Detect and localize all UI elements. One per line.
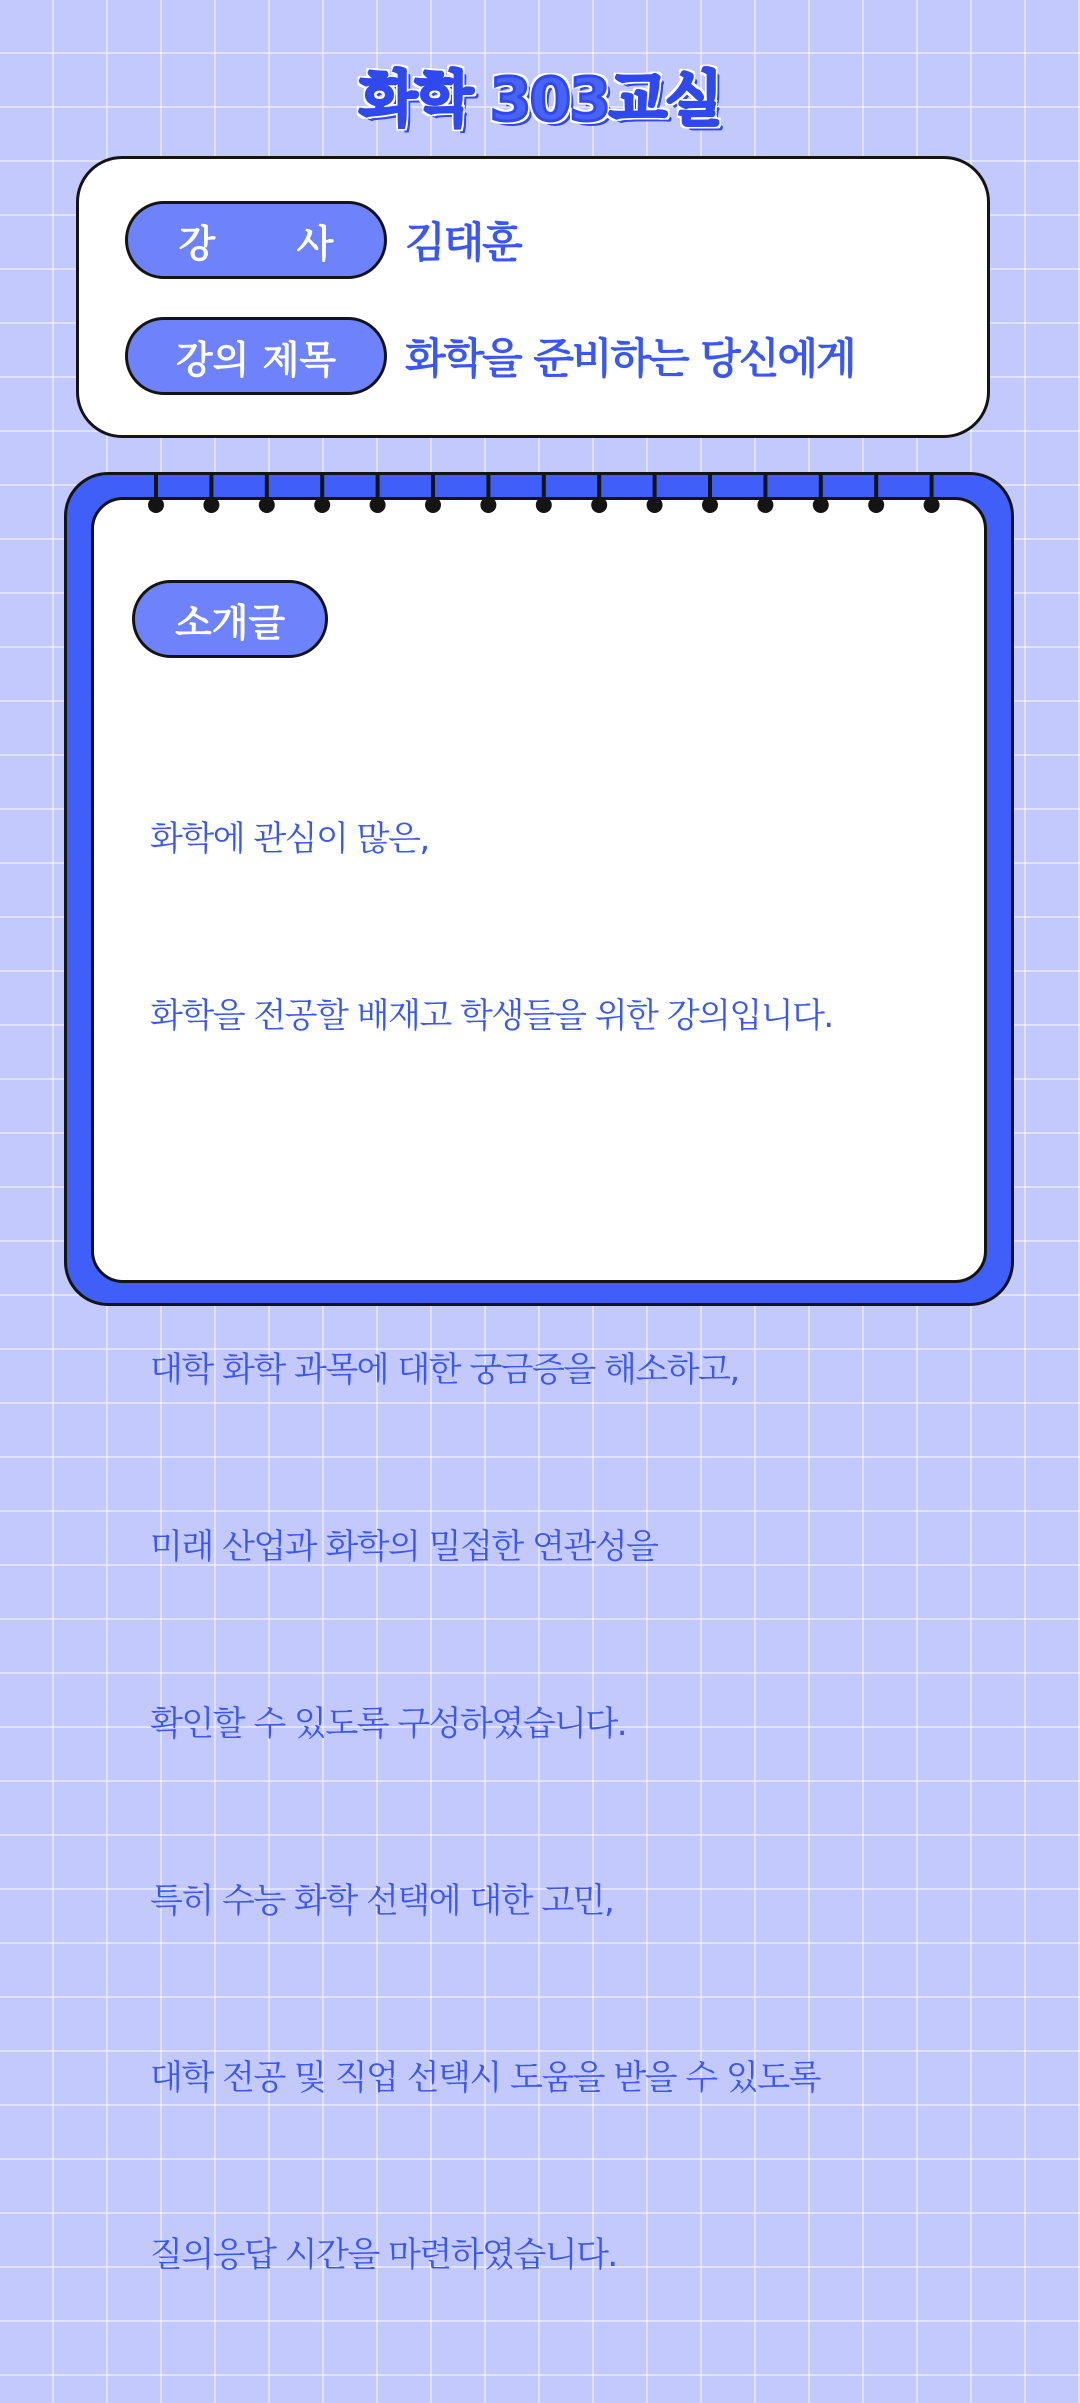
- binding-hole: [425, 497, 441, 513]
- binding-hole: [868, 497, 884, 513]
- binding-hole: [924, 497, 940, 513]
- notepad-frame: [64, 472, 1014, 2275]
- paragraph-gap: [150, 1164, 950, 1223]
- instructor-label: 강 사: [125, 201, 387, 279]
- instructor-row: [125, 201, 521, 279]
- lecture-title-label: 강의 제목: [125, 317, 387, 395]
- binding-hole: [480, 497, 496, 513]
- intro-label: 소개글: [132, 580, 328, 658]
- intro-line: 질의응답 시간을 마련하였습니다.: [150, 2235, 617, 2275]
- info-card: [76, 156, 990, 438]
- notepad-page: [91, 497, 987, 2275]
- instructor-name: 김태훈: [405, 218, 521, 267]
- binding-hole: [702, 497, 718, 513]
- binding-hole: [148, 497, 164, 513]
- page-title: 화학 303교실: [359, 65, 721, 135]
- spiral-binding: [94, 474, 990, 544]
- binding-hole: [314, 497, 330, 513]
- binding-hole: [259, 497, 275, 513]
- intro-line: 미래 산업과 화학의 밀접한 연관성을: [150, 1527, 658, 1567]
- binding-hole: [591, 497, 607, 513]
- lecture-title-value: 화학을 준비하는 당신에게: [405, 334, 855, 383]
- intro-line: 확인할 수 있도록 구성하였습니다.: [150, 1704, 627, 1744]
- intro-line: 대학 전공 및 직업 선택시 도움을 받을 수 있도록: [150, 2058, 820, 2098]
- binding-hole: [813, 497, 829, 513]
- binding-hole: [647, 497, 663, 513]
- binding-hole: [370, 497, 386, 513]
- intro-line: 특히 수능 화학 선택에 대한 고민,: [150, 1881, 614, 1921]
- intro-text: [150, 692, 950, 2403]
- lecture-title-row: [125, 317, 855, 395]
- binding-hole: [757, 497, 773, 513]
- binding-hole: [203, 497, 219, 513]
- intro-line: 화학에 관심이 많은,: [150, 819, 429, 859]
- intro-line: 화학을 전공할 배재고 학생들을 위한 강의입니다.: [150, 996, 833, 1036]
- binding-hole: [536, 497, 552, 513]
- intro-line: 대학 화학 과목에 대한 궁금증을 해소하고,: [150, 1350, 739, 1390]
